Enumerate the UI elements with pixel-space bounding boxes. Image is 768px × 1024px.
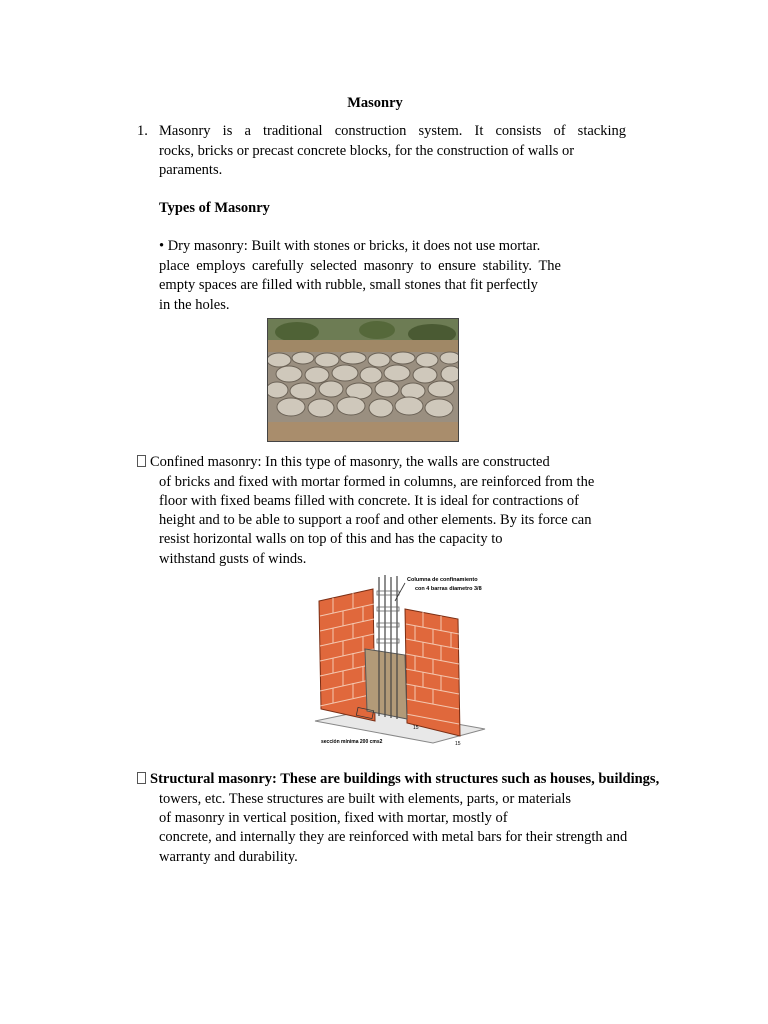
structural-masonry-line-4: warranty and durability. (159, 849, 298, 865)
structural-masonry-heading-text: Structural masonry: These are buildings with structures such as houses, buildings, (150, 771, 660, 787)
structural-masonry-line-1: towers, etc. These structures are built with elements, parts, or materials (159, 791, 572, 807)
types-heading: Types of Masonry (159, 200, 270, 216)
page-title: Masonry (347, 95, 403, 111)
bullet-box-icon (137, 772, 146, 784)
confined-masonry-line-5: resist horizontal walls on top of this and has the capacity to (159, 531, 503, 547)
confined-masonry-diagram (313, 571, 488, 750)
intro-line-2: rocks, bricks or precast concrete blocks, for the construction of walls or (159, 143, 575, 159)
confined-masonry-line-1 (137, 453, 550, 472)
dry-masonry-line-3: empty spaces are filled with rubble, small stones that fit perfectly (159, 277, 538, 293)
column-label-1: Columna de confinamiento (407, 577, 478, 583)
confined-masonry-line-3: floor with fixed beams filled with concrete. It is ideal for contractions of (159, 493, 579, 509)
column-label-2: con 4 barras diametro 3/8 (415, 586, 482, 592)
section-label: sección mínima 200 cms2 (321, 739, 383, 745)
dry-masonry-line-2: place employs carefully selected masonry to ensure stability. The (159, 258, 561, 274)
confined-masonry-line-4: height and to be able to support a roof and other elements. By its force can (159, 512, 592, 528)
confined-masonry-line-6: withstand gusts of winds. (159, 551, 307, 567)
dry-stone-wall-image (267, 318, 459, 442)
structural-masonry-line-2: of masonry in vertical position, fixed with mortar, mostly of (159, 810, 508, 826)
list-number: 1. (137, 123, 148, 139)
structural-masonry-heading (137, 770, 659, 789)
confined-masonry-text-1: Confined masonry: In this type of masonry, the walls are constructed (150, 454, 550, 470)
dimension-label-right: 15 (455, 741, 461, 747)
dry-masonry-line-4: in the holes. (159, 297, 230, 313)
intro-line-3: paraments. (159, 162, 223, 178)
dimension-label-left: 15 (413, 725, 419, 731)
confined-masonry-line-2: of bricks and fixed with mortar formed in columns, are reinforced from the (159, 474, 595, 490)
dry-masonry-line-1: • Dry masonry: Built with stones or bricks, it does not use mortar. (159, 238, 541, 254)
structural-masonry-line-3: concrete, and internally they are reinforced with metal bars for their strength and (159, 829, 628, 845)
intro-line-1: Masonry is a traditional construction system. It consists of stacking (159, 123, 626, 139)
bullet-box-icon (137, 455, 146, 467)
